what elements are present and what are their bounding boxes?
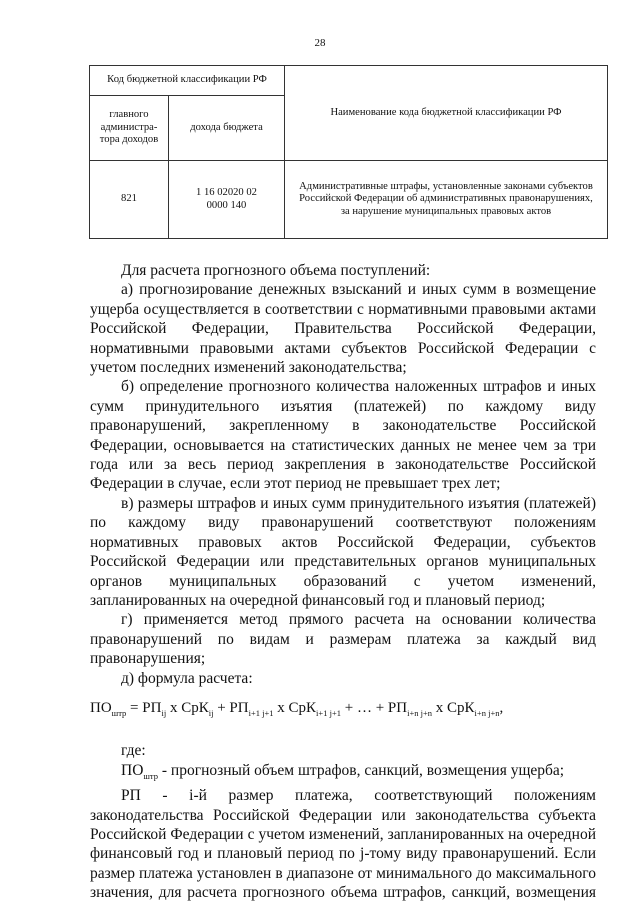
cell-admin-code: 821 [90,161,169,239]
calculation-formula: $ПО_{штр} = РП_{ij}$ х $СрК_{ij} + РП_{i+1 j+1}$ х СрК$_{i+1 j+1}$ + … + $РП_{i+n j+n}$ х СрК$_{i+n j+n}$, [90,699,504,718]
item-d: г) применяется метод прямого расчета на основании количества правонарушений по видам и размерам платежа за каждый вид правонарушения; [90,611,596,668]
item-c: в) размеры штрафов и иных сумм принудительного изъятия (платежей) по каждому виду правонарушений соответствуют положениям нормативных правовых актов Российской Федерации, субъектов Российской Федерации или представительных органов муниципальных органов муниципальных образований с учетом изменений, запланированных на очередной финансовый год и плановый период; [90,494,596,609]
header-code-name: Наименование кода бюджетной классификации РФ [285,66,608,161]
item-e: д) формула расчета: [121,669,253,687]
definition-po: $ПО_{штр}$ - прогнозный объем штрафов, санкций, возмещения ущерба; [121,761,565,781]
cell-income-code: 1 16 02020 02 0000 140 [169,161,285,239]
item-b: б) определение прогнозного количества наложенных штрафов и иных сумм принудительного изъятия (платежей) по каждому виду правонарушений, закрепленному в законодательстве Российской Федерации, основывается на статистических данных не менее чем за три года или за весь период закрепления в законодательстве Российской Федерации в случае, если этот период не превышает трех лет; [90,378,596,493]
budget-code-table [89,65,608,239]
item-a: а) прогнозирование денежных взысканий и иных сумм в возмещение ущерба осуществляется в соответствии с нормативными правовыми актами Российской Федерации, Правительства Российской Федерации, нормативными правовыми актами субъектов Российской Федерации с учетом последних изменений законодательства; [90,281,596,377]
intro-paragraph: Для расчета прогнозного объема поступлений: [121,262,431,279]
header-budget-income: дохода бюджета [169,96,285,161]
header-budget-code: Код бюджетной классификации РФ [90,66,285,96]
page-number: 28 [314,37,326,49]
definition-rp: РП - i-й размер платежа, соответствующий положениям законодательства Российской Федерации или законодательства субъекта Российской Федерации с учетом изменений, запланированных на очередной финансовый год и плановый период по j-тому виду правонарушений. Если размер платежа установлен в диапазоне от минимального до максимального значения, для расчета прогнозного объема штрафов, санкций, возмещения [90,787,596,902]
document-body [90,261,596,903]
cell-code-name: Административные штрафы, установленные законами субъектов Российской Федерации об административных правонарушениях, за нарушение муниципальных правовых актов [285,161,608,239]
where-label: где: [121,742,146,760]
header-chief-admin: главного администра-тора доходов [90,96,169,161]
